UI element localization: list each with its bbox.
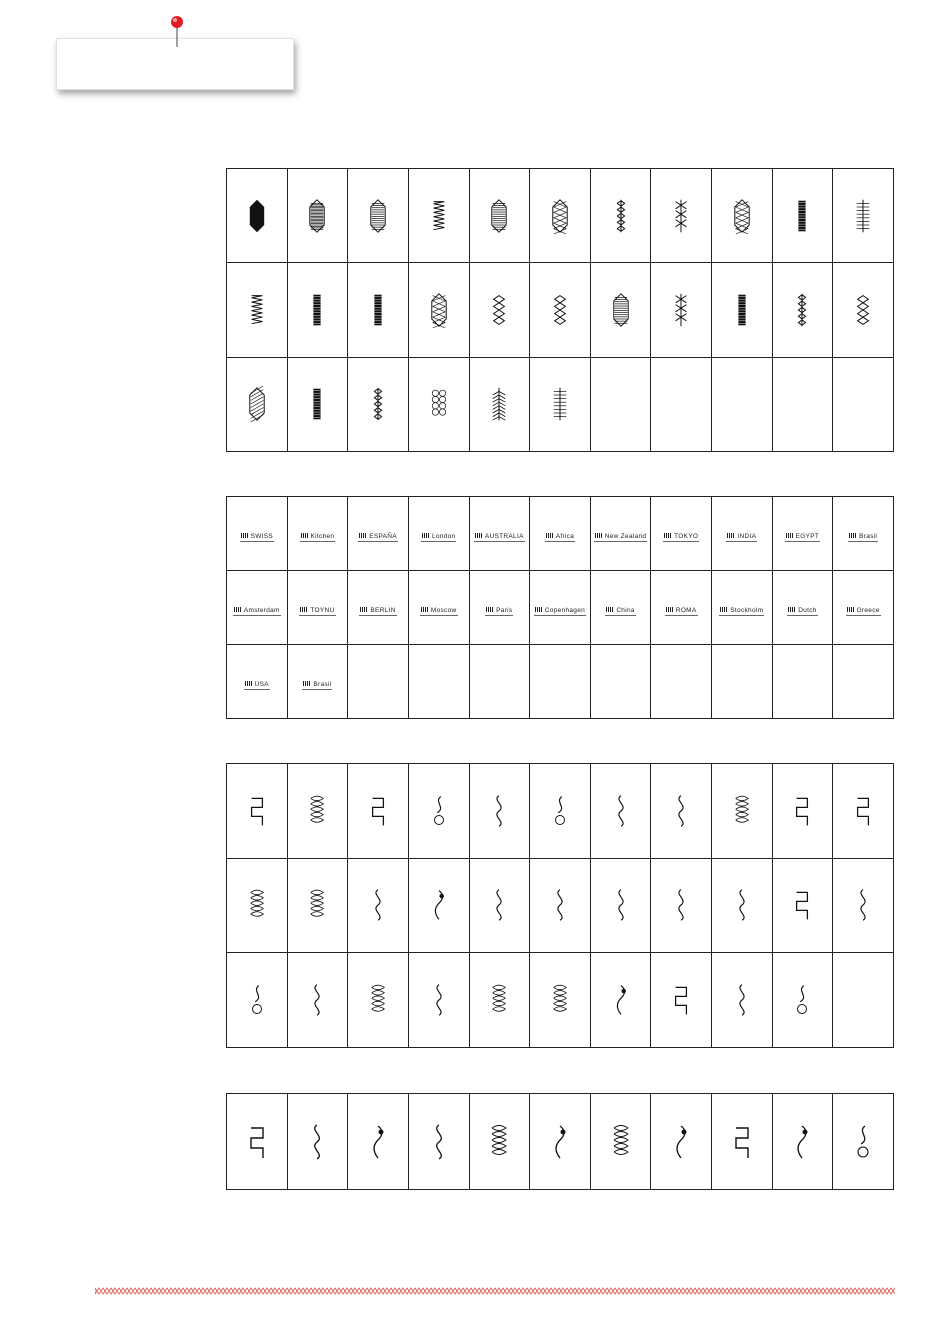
stitch-cell	[227, 1094, 288, 1190]
stitch-cell	[408, 263, 469, 357]
zigzag-column-icon	[430, 198, 448, 234]
landmark-icon	[727, 533, 735, 538]
stitch-cell	[287, 1094, 348, 1190]
city-name: EGYPT	[795, 532, 820, 540]
star-band-icon	[791, 1122, 813, 1162]
city-stitch-label	[244, 681, 270, 690]
stitch-cell	[227, 497, 288, 571]
city-stitch-label	[299, 607, 335, 616]
stitch-cell	[833, 169, 894, 263]
stitch-cell	[772, 1094, 833, 1190]
stitch-cell	[772, 953, 833, 1048]
stitch-cell	[469, 953, 530, 1048]
swirl-vine-icon	[308, 793, 326, 829]
landmark-icon	[241, 533, 249, 538]
stitch-cell	[651, 571, 712, 645]
stitch-cell	[833, 263, 894, 357]
stitch-cell	[772, 645, 833, 719]
stitch-cell	[408, 858, 469, 953]
stitch-cell	[227, 764, 288, 859]
wave-stack-icon	[549, 1122, 571, 1162]
stitch-cell	[469, 645, 530, 719]
stitch-cell	[833, 571, 894, 645]
landmark-icon	[666, 607, 674, 612]
stitch-cell	[227, 953, 288, 1048]
stitch-cell	[469, 357, 530, 451]
landmark-icon	[421, 607, 429, 612]
decorative-stitch-table	[226, 168, 894, 452]
diamond-chevron-icon	[430, 982, 448, 1018]
landmark-icon	[234, 607, 242, 612]
stitch-cell	[227, 169, 288, 263]
city-stitch-label	[420, 607, 458, 616]
snowflake-chain-icon	[672, 292, 690, 328]
landmark-icon	[546, 533, 554, 538]
landmark-icon	[786, 533, 794, 538]
triangle-stack-icon	[369, 982, 387, 1018]
stitch-cell	[712, 497, 773, 571]
stitch-cell	[408, 169, 469, 263]
city-name: Moscow	[430, 606, 457, 614]
stitch-cell	[772, 263, 833, 357]
zigzag-bar-icon	[248, 292, 266, 328]
stitch-cell	[772, 169, 833, 263]
leaf-sprig-icon	[612, 887, 630, 923]
stitch-cell	[590, 571, 651, 645]
s-curve-icon	[369, 887, 387, 923]
stitch-cell	[287, 571, 348, 645]
landmark-icon	[788, 607, 796, 612]
stitch-cell	[348, 263, 409, 357]
ginkgo-leaf-icon	[793, 793, 811, 829]
stitch-cell	[772, 764, 833, 859]
greek-key-frame-icon	[852, 1122, 874, 1162]
landmark-icon	[595, 533, 603, 538]
city-stitch-label	[240, 533, 274, 542]
city-stitch-label	[665, 607, 698, 616]
city-name: Kitchen	[310, 532, 335, 540]
stitch-cell	[408, 1094, 469, 1190]
motif-stitch-table	[226, 763, 894, 1048]
city-name: TOKYO	[674, 532, 699, 540]
arc-icon	[490, 887, 508, 923]
landmark-icon	[360, 607, 368, 612]
zigzag-line-icon	[248, 982, 266, 1018]
arrow-burst-icon	[551, 982, 569, 1018]
stitch-cell	[712, 858, 773, 953]
stitch-cell	[530, 645, 591, 719]
stitch-cell	[712, 953, 773, 1048]
stitch-cell	[530, 1094, 591, 1190]
stitch-cell	[772, 858, 833, 953]
stitch-cell	[651, 764, 712, 859]
stitch-cell	[833, 764, 894, 859]
big-spiral-icon	[248, 887, 266, 923]
greek-key-icon	[308, 982, 326, 1018]
stitch-row	[227, 263, 894, 357]
x-diamond-column-icon	[490, 292, 508, 328]
stitch-row	[227, 357, 894, 451]
stitch-cell	[348, 1094, 409, 1190]
stitch-cell	[348, 497, 409, 571]
city-name: New Zealand	[604, 532, 647, 540]
cross-bead-chain-icon	[793, 292, 811, 328]
cross-chain-icon	[369, 386, 387, 422]
stitch-cell	[530, 357, 591, 451]
stitch-cell	[408, 764, 469, 859]
diagonal-oval-icon	[248, 386, 266, 422]
city-stitch-label	[485, 607, 513, 616]
wave-dense-icon	[733, 982, 751, 1018]
stitch-cell	[590, 497, 651, 571]
stitch-cell	[651, 169, 712, 263]
stitch-row	[227, 1094, 894, 1190]
landmark-icon	[303, 681, 311, 686]
fleur-tree-icon	[731, 1122, 753, 1162]
floral-branch-icon	[488, 1122, 510, 1162]
stitch-cell	[287, 357, 348, 451]
stitch-cell	[348, 357, 409, 451]
solid-hexagon-icon	[248, 198, 266, 234]
city-stitch-label	[726, 533, 757, 542]
stitch-row	[227, 858, 894, 953]
city-name: Greece	[856, 606, 880, 614]
city-name: Brasil	[313, 680, 332, 688]
stitch-cell	[469, 497, 530, 571]
stitch-row	[227, 169, 894, 263]
figure-eight-icon	[490, 793, 508, 829]
stitch-cell	[651, 1094, 712, 1190]
city-name: London	[431, 532, 456, 540]
stitch-cell	[227, 645, 288, 719]
prism-outline-icon	[430, 292, 448, 328]
stitch-cell	[348, 953, 409, 1048]
stitch-cell	[530, 497, 591, 571]
stitch-row	[227, 497, 894, 571]
city-name: BERLIN	[370, 606, 396, 614]
bird-branch-icon	[367, 1122, 389, 1162]
stitch-cell	[530, 858, 591, 953]
chevron-spine-icon	[490, 386, 508, 422]
step-bracket-icon	[854, 887, 872, 923]
stitch-cell	[530, 263, 591, 357]
landmark-icon	[847, 607, 855, 612]
stitch-cell	[712, 357, 773, 451]
landmark-icon	[245, 681, 253, 686]
landmark-icon	[664, 533, 672, 538]
city-stitch-label	[302, 681, 332, 690]
double-hook-icon	[672, 887, 690, 923]
stitch-row	[227, 953, 894, 1048]
city-stitch-table	[226, 496, 894, 719]
textured-bar-icon	[369, 292, 387, 328]
stitch-cell	[651, 263, 712, 357]
stitch-cell	[651, 858, 712, 953]
city-name: AUSTRALIA	[484, 532, 524, 540]
city-stitch-label	[545, 533, 575, 542]
stitch-cell	[590, 169, 651, 263]
city-name: Africa	[555, 532, 575, 540]
ornate-scroll-icon	[793, 198, 811, 234]
city-name: INDIA	[737, 532, 757, 540]
stitch-cell	[590, 953, 651, 1048]
stitch-cell	[590, 357, 651, 451]
landmark-icon	[475, 533, 483, 538]
feather-plume-icon	[306, 1122, 328, 1162]
stitch-cell	[469, 858, 530, 953]
stitch-cell	[469, 571, 530, 645]
city-stitch-label	[300, 533, 336, 542]
city-stitch-label	[358, 533, 398, 542]
wave-fill-icon	[793, 982, 811, 1018]
city-stitch-label	[787, 607, 817, 616]
diamond-ornament-icon	[246, 1122, 268, 1162]
greek-key-column-icon	[551, 292, 569, 328]
spiral-hook-icon	[854, 793, 872, 829]
satin-oval-striped-icon	[369, 198, 387, 234]
pushpin-icon	[168, 14, 188, 48]
landmark-icon	[301, 533, 309, 538]
satin-oval-dense-icon	[308, 198, 326, 234]
ginkgo-stem-icon	[670, 1122, 692, 1162]
stitch-cell	[590, 1094, 651, 1190]
stitch-row	[227, 571, 894, 645]
city-stitch-label	[421, 533, 457, 542]
stitch-cell	[651, 357, 712, 451]
stitch-cell	[712, 764, 773, 859]
stitch-row	[227, 764, 894, 859]
stitch-cell	[712, 645, 773, 719]
circle-cluster-icon	[430, 386, 448, 422]
stitch-cell	[408, 645, 469, 719]
stitch-cell	[408, 953, 469, 1048]
stitch-cell	[772, 571, 833, 645]
stitch-cell	[227, 571, 288, 645]
landmark-icon	[606, 607, 614, 612]
city-name: China	[616, 606, 635, 614]
city-stitch-label	[846, 607, 881, 616]
fan-quarter-icon	[428, 1122, 450, 1162]
heart-loop-icon	[733, 793, 751, 829]
stitch-cell	[833, 953, 894, 1048]
stitch-cell	[287, 263, 348, 357]
city-name: Dutch	[798, 606, 817, 614]
stitch-cell	[530, 953, 591, 1048]
stitch-cell	[469, 263, 530, 357]
lattice-oval-icon	[551, 198, 569, 234]
fan-flower-icon	[551, 887, 569, 923]
stitch-cell	[348, 169, 409, 263]
stitch-row	[227, 645, 894, 719]
double-leaf-icon	[733, 887, 751, 923]
stitch-cell	[530, 169, 591, 263]
stitch-cell	[469, 764, 530, 859]
stitch-cell	[287, 169, 348, 263]
leaf-cross-icon	[612, 793, 630, 829]
stitch-cell	[712, 169, 773, 263]
stitch-cell	[227, 263, 288, 357]
landmark-icon	[535, 607, 543, 612]
heart-vine-icon	[672, 793, 690, 829]
city-stitch-label	[848, 533, 878, 542]
star-chain-icon	[672, 198, 690, 234]
stitch-cell	[712, 1094, 773, 1190]
landmark-icon	[720, 607, 728, 612]
stitch-cell	[651, 497, 712, 571]
curl-vine-icon	[248, 793, 266, 829]
stitch-cell	[590, 858, 651, 953]
stitch-cell	[833, 497, 894, 571]
molecule-icon	[490, 982, 508, 1018]
city-name: ROMA	[675, 606, 697, 614]
city-stitch-label	[663, 533, 699, 542]
stitch-cell	[772, 497, 833, 571]
city-name: Stockholm	[730, 606, 764, 614]
diamond-chain-icon	[612, 198, 630, 234]
city-name: SWISS	[250, 532, 274, 540]
stitch-cell	[287, 764, 348, 859]
city-name: TOYNU	[310, 606, 335, 614]
dense-bar-icon	[308, 386, 326, 422]
stitch-cell	[348, 645, 409, 719]
stitch-cell	[712, 263, 773, 357]
coil-flower-icon	[551, 793, 569, 829]
footer-stitch-border	[95, 1286, 895, 1296]
meander-dense-icon	[612, 982, 630, 1018]
solid-bar-icon	[308, 292, 326, 328]
cloud-chain-icon	[430, 793, 448, 829]
angle-step-icon	[793, 887, 811, 923]
city-name: Copenhagen	[544, 606, 586, 614]
stitch-cell	[469, 169, 530, 263]
double-loop-icon	[369, 793, 387, 829]
city-stitch-label	[719, 607, 764, 616]
stitch-cell	[530, 571, 591, 645]
stitch-cell	[469, 1094, 530, 1190]
stitch-cell	[651, 953, 712, 1048]
meander-cross-icon	[672, 982, 690, 1018]
city-stitch-label	[534, 607, 586, 616]
half-loop-icon	[430, 887, 448, 923]
stitch-cell	[227, 858, 288, 953]
stitch-cell	[408, 357, 469, 451]
landmark-icon	[486, 607, 494, 612]
line-fan-icon	[854, 198, 872, 234]
landmark-icon	[849, 533, 857, 538]
stitch-cell	[287, 953, 348, 1048]
stitch-cell	[348, 764, 409, 859]
triangle-lace-icon	[610, 1122, 632, 1162]
stitch-cell	[408, 497, 469, 571]
landmark-icon	[359, 533, 367, 538]
stitch-cell	[590, 645, 651, 719]
city-stitch-label	[359, 607, 396, 616]
city-stitch-label	[594, 533, 648, 542]
stitch-cell	[348, 571, 409, 645]
landmark-icon	[300, 607, 308, 612]
stitch-cell	[833, 645, 894, 719]
stitch-cell	[530, 764, 591, 859]
stitch-cell	[651, 645, 712, 719]
stitch-cell	[227, 357, 288, 451]
diamond-lattice-icon	[733, 198, 751, 234]
city-name: Paris	[496, 606, 513, 614]
city-stitch-label	[233, 607, 281, 616]
city-name: ESPAÑA	[369, 532, 397, 540]
diamond-bead-chain-icon	[854, 292, 872, 328]
city-stitch-label	[474, 533, 525, 542]
city-name: USA	[254, 680, 269, 688]
wavy-bar-icon	[733, 292, 751, 328]
stitch-cell	[833, 1094, 894, 1190]
stitch-cell	[287, 645, 348, 719]
stitch-cell	[590, 764, 651, 859]
stitch-cell	[348, 858, 409, 953]
hexagon-striped-icon	[612, 292, 630, 328]
city-name: Brasil	[859, 532, 878, 540]
stitch-cell	[833, 357, 894, 451]
stitch-cell	[833, 858, 894, 953]
shell-spiral-icon	[308, 887, 326, 923]
stitch-cell	[408, 571, 469, 645]
landmark-icon	[422, 533, 430, 538]
stitch-cell	[590, 263, 651, 357]
stitch-cell	[712, 571, 773, 645]
city-stitch-label	[785, 533, 821, 542]
stitch-cell	[772, 357, 833, 451]
city-name: Amsterdam	[243, 606, 280, 614]
satin-oval-filled-icon	[490, 198, 508, 234]
ladder-stitch-icon	[551, 386, 569, 422]
embroidery-motif-table	[226, 1093, 894, 1190]
stitch-cell	[287, 858, 348, 953]
city-stitch-label	[605, 607, 635, 616]
stitch-cell	[287, 497, 348, 571]
